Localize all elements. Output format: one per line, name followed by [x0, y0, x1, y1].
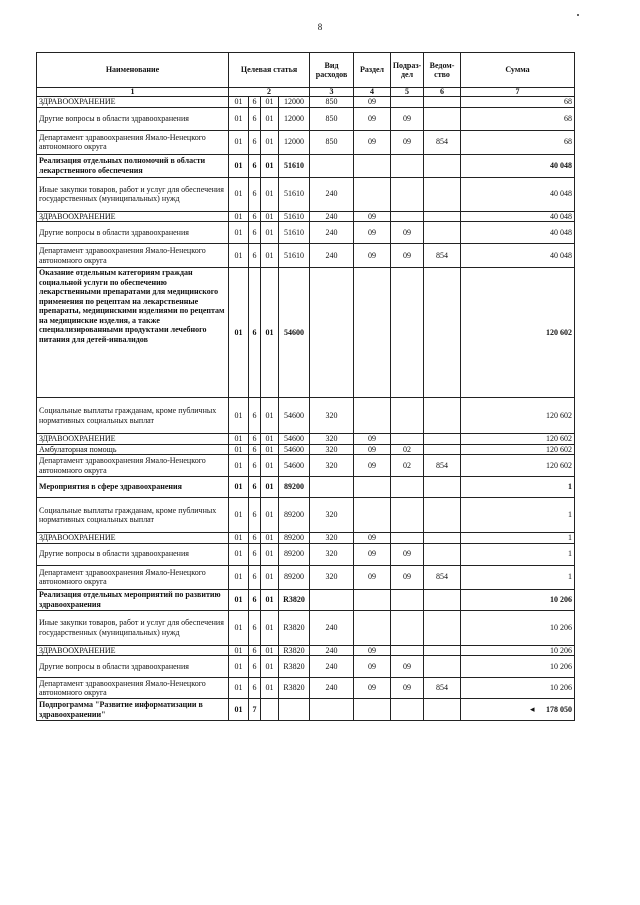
table-cell-department — [424, 610, 461, 645]
header-sum: Сумма — [461, 53, 575, 88]
table-row — [37, 177, 575, 211]
table-cell-subsection — [391, 268, 424, 398]
table-cell-target-program: 01 — [229, 565, 249, 589]
table-cell-section: 09 — [354, 222, 391, 244]
table-cell-target-measure: 01 — [261, 477, 279, 498]
budget-table — [36, 52, 575, 721]
table-cell-target-direction: 54600 — [279, 444, 310, 455]
table-cell-target-program: 01 — [229, 699, 249, 721]
table-cell-section: 09 — [354, 678, 391, 699]
table-cell-target-subprogram: 6 — [249, 477, 261, 498]
table-cell-target-subprogram: 6 — [249, 645, 261, 656]
table-cell-name: Амбулаторная помощь — [37, 444, 229, 455]
table-cell-name: Департамент здравоохранения Ямало-Ненецкого автономного округа — [37, 244, 229, 268]
table-cell-section — [354, 610, 391, 645]
table-cell-target-measure: 01 — [261, 154, 279, 177]
table-cell-target-direction: 12000 — [279, 107, 310, 130]
table-cell-name: Другие вопросы в области здравоохранения — [37, 543, 229, 565]
table-cell-target-subprogram: 6 — [249, 268, 261, 398]
table-cell-subsection — [391, 699, 424, 721]
table-cell-target-measure: 01 — [261, 543, 279, 565]
table-cell-subsection: 09 — [391, 656, 424, 678]
table-cell-target-subprogram: 6 — [249, 130, 261, 154]
table-cell-sum: 120 602 — [461, 398, 575, 434]
table-row — [37, 565, 575, 589]
table-row — [37, 455, 575, 477]
table-cell-subsection — [391, 177, 424, 211]
table-cell-target-measure: 01 — [261, 589, 279, 610]
table-row — [37, 97, 575, 108]
table-cell-target-subprogram: 6 — [249, 589, 261, 610]
table-cell-expense-type — [310, 268, 354, 398]
table-cell-section: 09 — [354, 565, 391, 589]
table-row — [37, 268, 575, 398]
table-cell-target-program: 01 — [229, 610, 249, 645]
table-cell-section — [354, 268, 391, 398]
table-cell-target-program: 01 — [229, 543, 249, 565]
table-row — [37, 398, 575, 434]
table-cell-expense-type: 240 — [310, 177, 354, 211]
table-cell-sum: 120 602 — [461, 444, 575, 455]
table-row — [37, 222, 575, 244]
table-cell-name: Социальные выплаты гражданам, кроме публичных нормативных социальных выплат — [37, 498, 229, 533]
table-cell-department — [424, 398, 461, 434]
table-cell-name: Подпрограмма "Развитие информатизации в здравоохранении" — [37, 699, 229, 721]
table-cell-target-direction — [279, 699, 310, 721]
table-cell-name: Мероприятия в сфере здравоохранения — [37, 477, 229, 498]
table-cell-department — [424, 222, 461, 244]
table-cell-target-measure: 01 — [261, 678, 279, 699]
table-cell-department — [424, 645, 461, 656]
table-cell-target-direction: R3820 — [279, 645, 310, 656]
table-row — [37, 107, 575, 130]
table-cell-sum: 178 050 — [461, 699, 575, 721]
table-cell-expense-type: 320 — [310, 498, 354, 533]
table-cell-name: ЗДРАВООХРАНЕНИЕ — [37, 645, 229, 656]
table-cell-subsection: 02 — [391, 444, 424, 455]
table-cell-target-direction: 89200 — [279, 477, 310, 498]
table-cell-target-direction: 51610 — [279, 211, 310, 222]
table-cell-target-measure: 01 — [261, 211, 279, 222]
table-cell-expense-type: 850 — [310, 130, 354, 154]
table-cell-sum: 40 048 — [461, 177, 575, 211]
pen-mark: ◂ — [530, 704, 535, 714]
table-cell-name: ЗДРАВООХРАНЕНИЕ — [37, 211, 229, 222]
table-cell-section: 09 — [354, 645, 391, 656]
table-cell-name: Реализация отдельных полномочий в области лекарственного обеспечения — [37, 154, 229, 177]
table-cell-expense-type: 320 — [310, 398, 354, 434]
table-cell-section: 09 — [354, 533, 391, 544]
table-row — [37, 211, 575, 222]
table-cell-target-subprogram: 6 — [249, 244, 261, 268]
table-cell-department — [424, 444, 461, 455]
table-cell-target-subprogram: 6 — [249, 434, 261, 445]
table-row — [37, 699, 575, 721]
table-cell-target-program: 01 — [229, 455, 249, 477]
table-cell-department — [424, 656, 461, 678]
table-cell-target-direction: 89200 — [279, 533, 310, 544]
table-cell-name: Другие вопросы в области здравоохранения — [37, 107, 229, 130]
table-cell-sum: 120 602 — [461, 455, 575, 477]
table-cell-target-program: 01 — [229, 177, 249, 211]
table-cell-section — [354, 477, 391, 498]
table-cell-target-measure: 01 — [261, 434, 279, 445]
header-subsection: Подраз-дел — [391, 53, 424, 88]
table-cell-target-subprogram: 6 — [249, 656, 261, 678]
table-cell-target-subprogram: 6 — [249, 455, 261, 477]
table-cell-section — [354, 589, 391, 610]
table-cell-sum: 120 602 — [461, 268, 575, 398]
table-cell-name: Иные закупки товаров, работ и услуг для обеспечения государственных (муниципальных) нужд — [37, 177, 229, 211]
table-cell-subsection — [391, 154, 424, 177]
table-cell-sum: 1 — [461, 498, 575, 533]
table-cell-target-direction: R3820 — [279, 610, 310, 645]
table-cell-name: Оказание отдельным категориям граждан социальной услуги по обеспечению лекарственными препаратами для медицинского применения по рецептам на лекарственные препараты, медицинскими изделиями по рецептам на медицинские изделия, а также специализированными продуктами лечебного питания для детей-инвалидов — [37, 268, 229, 398]
table-cell-sum: 10 206 — [461, 610, 575, 645]
table-cell-expense-type: 240 — [310, 244, 354, 268]
table-cell-department — [424, 543, 461, 565]
table-cell-target-measure: 01 — [261, 268, 279, 398]
table-row — [37, 656, 575, 678]
table-cell-subsection: 09 — [391, 107, 424, 130]
table-cell-department — [424, 177, 461, 211]
table-cell-sum: 40 048 — [461, 211, 575, 222]
table-cell-name: Социальные выплаты гражданам, кроме публичных нормативных социальных выплат — [37, 398, 229, 434]
header-department: Ведом-ство — [424, 53, 461, 88]
table-cell-sum: 1 — [461, 477, 575, 498]
table-cell-target-measure: 01 — [261, 498, 279, 533]
table-cell-expense-type: 320 — [310, 455, 354, 477]
table-cell-section — [354, 699, 391, 721]
table-cell-name: Реализация отдельных мероприятий по развитию здравоохранения — [37, 589, 229, 610]
header-row — [37, 53, 575, 88]
table-cell-department — [424, 154, 461, 177]
table-cell-expense-type — [310, 589, 354, 610]
table-cell-target-measure: 01 — [261, 97, 279, 108]
table-cell-target-direction: 12000 — [279, 97, 310, 108]
table-cell-section: 09 — [354, 244, 391, 268]
table-row — [37, 154, 575, 177]
table-cell-target-subprogram: 6 — [249, 444, 261, 455]
table-cell-target-measure: 01 — [261, 645, 279, 656]
table-cell-sum: 40 048 — [461, 154, 575, 177]
table-cell-target-subprogram: 6 — [249, 107, 261, 130]
table-cell-target-program: 01 — [229, 498, 249, 533]
table-row — [37, 589, 575, 610]
table-cell-target-program: 01 — [229, 268, 249, 398]
table-cell-target-program: 01 — [229, 107, 249, 130]
table-cell-subsection: 09 — [391, 130, 424, 154]
table-cell-department — [424, 498, 461, 533]
table-cell-sum: 10 206 — [461, 656, 575, 678]
table-row — [37, 678, 575, 699]
table-cell-subsection — [391, 477, 424, 498]
table-cell-target-direction: 54600 — [279, 268, 310, 398]
table-cell-expense-type: 320 — [310, 533, 354, 544]
table-row — [37, 434, 575, 445]
table-cell-target-subprogram: 6 — [249, 498, 261, 533]
table-cell-target-measure — [261, 699, 279, 721]
table-cell-sum: 10 206 — [461, 645, 575, 656]
table-cell-department — [424, 699, 461, 721]
table-cell-section: 09 — [354, 455, 391, 477]
table-cell-target-direction: 89200 — [279, 565, 310, 589]
table-cell-target-program: 01 — [229, 656, 249, 678]
table-cell-expense-type: 850 — [310, 107, 354, 130]
table-cell-section — [354, 498, 391, 533]
table-cell-target-direction: 51610 — [279, 222, 310, 244]
table-cell-subsection — [391, 645, 424, 656]
table-cell-target-direction: 54600 — [279, 455, 310, 477]
table-cell-expense-type: 240 — [310, 645, 354, 656]
column-number: 1 — [37, 88, 229, 97]
header-target: Целевая статья — [229, 53, 310, 88]
table-cell-target-subprogram: 6 — [249, 222, 261, 244]
table-cell-sum: 1 — [461, 543, 575, 565]
table-cell-expense-type — [310, 154, 354, 177]
table-cell-subsection — [391, 610, 424, 645]
column-number-row — [37, 88, 575, 97]
table-row — [37, 244, 575, 268]
table-cell-name: Департамент здравоохранения Ямало-Ненецкого автономного округа — [37, 455, 229, 477]
table-cell-sum: 68 — [461, 97, 575, 108]
table-cell-name: ЗДРАВООХРАНЕНИЕ — [37, 533, 229, 544]
table-cell-name: Департамент здравоохранения Ямало-Ненецкого автономного округа — [37, 565, 229, 589]
table-cell-sum: 68 — [461, 107, 575, 130]
header-section: Раздел — [354, 53, 391, 88]
table-cell-target-program: 01 — [229, 130, 249, 154]
table-cell-expense-type — [310, 477, 354, 498]
table-cell-section: 09 — [354, 130, 391, 154]
column-number: 3 — [310, 88, 354, 97]
table-cell-section: 09 — [354, 444, 391, 455]
table-row — [37, 498, 575, 533]
table-cell-subsection: 09 — [391, 222, 424, 244]
table-cell-subsection — [391, 398, 424, 434]
table-cell-target-program: 01 — [229, 222, 249, 244]
table-cell-name: Другие вопросы в области здравоохранения — [37, 656, 229, 678]
table-cell-expense-type: 320 — [310, 543, 354, 565]
table-cell-target-program: 01 — [229, 678, 249, 699]
table-cell-name: ЗДРАВООХРАНЕНИЕ — [37, 434, 229, 445]
table-cell-target-direction: 54600 — [279, 398, 310, 434]
table-cell-target-direction: 89200 — [279, 543, 310, 565]
page-number: 8 — [317, 22, 323, 32]
table-row — [37, 645, 575, 656]
table-cell-target-subprogram: 6 — [249, 565, 261, 589]
table-cell-target-program: 01 — [229, 97, 249, 108]
table-cell-target-program: 01 — [229, 211, 249, 222]
table-cell-subsection: 09 — [391, 565, 424, 589]
table-cell-expense-type: 240 — [310, 610, 354, 645]
table-cell-target-program: 01 — [229, 533, 249, 544]
table-cell-subsection — [391, 211, 424, 222]
table-cell-expense-type: 240 — [310, 222, 354, 244]
table-cell-name: Другие вопросы в области здравоохранения — [37, 222, 229, 244]
table-cell-target-direction: R3820 — [279, 678, 310, 699]
table-cell-target-subprogram: 6 — [249, 543, 261, 565]
table-cell-expense-type — [310, 699, 354, 721]
table-cell-target-direction: R3820 — [279, 656, 310, 678]
table-cell-target-subprogram: 6 — [249, 533, 261, 544]
table-cell-target-subprogram: 6 — [249, 398, 261, 434]
table-cell-department: 854 — [424, 130, 461, 154]
table-cell-sum: 40 048 — [461, 222, 575, 244]
table-cell-section: 09 — [354, 97, 391, 108]
table-cell-target-subprogram: 6 — [249, 610, 261, 645]
table-cell-expense-type: 320 — [310, 434, 354, 445]
table-cell-expense-type: 240 — [310, 656, 354, 678]
table-cell-expense-type: 320 — [310, 444, 354, 455]
table-cell-expense-type: 850 — [310, 97, 354, 108]
table-cell-target-measure: 01 — [261, 398, 279, 434]
table-cell-target-measure: 01 — [261, 244, 279, 268]
column-number: 7 — [461, 88, 575, 97]
column-number: 2 — [229, 88, 310, 97]
table-cell-department — [424, 97, 461, 108]
table-cell-subsection — [391, 533, 424, 544]
table-cell-department — [424, 477, 461, 498]
table-cell-target-measure: 01 — [261, 656, 279, 678]
table-cell-target-program: 01 — [229, 589, 249, 610]
table-cell-section: 09 — [354, 434, 391, 445]
table-cell-target-direction: 51610 — [279, 244, 310, 268]
table-cell-target-measure: 01 — [261, 533, 279, 544]
table-cell-target-subprogram: 6 — [249, 154, 261, 177]
table-cell-target-measure: 01 — [261, 444, 279, 455]
table-cell-target-program: 01 — [229, 477, 249, 498]
table-cell-expense-type: 240 — [310, 678, 354, 699]
table-cell-target-program: 01 — [229, 434, 249, 445]
table-cell-section: 09 — [354, 543, 391, 565]
table-cell-expense-type: 320 — [310, 565, 354, 589]
table-cell-section — [354, 398, 391, 434]
table-row — [37, 543, 575, 565]
table-cell-target-measure: 01 — [261, 455, 279, 477]
table-cell-target-subprogram: 7 — [249, 699, 261, 721]
table-cell-section: 09 — [354, 211, 391, 222]
table-cell-sum: 10 206 — [461, 589, 575, 610]
scan-dot — [577, 14, 579, 16]
table-cell-department — [424, 211, 461, 222]
table-cell-department: 854 — [424, 455, 461, 477]
table-cell-target-direction: 51610 — [279, 177, 310, 211]
table-cell-sum: 120 602 — [461, 434, 575, 445]
table-row — [37, 444, 575, 455]
table-row — [37, 477, 575, 498]
table-cell-target-measure: 01 — [261, 107, 279, 130]
column-number: 6 — [424, 88, 461, 97]
table-cell-name: ЗДРАВООХРАНЕНИЕ — [37, 97, 229, 108]
table-cell-subsection: 02 — [391, 455, 424, 477]
table-cell-target-direction: 54600 — [279, 434, 310, 445]
column-number: 5 — [391, 88, 424, 97]
table-cell-department — [424, 268, 461, 398]
table-cell-target-program: 01 — [229, 645, 249, 656]
table-cell-name: Иные закупки товаров, работ и услуг для обеспечения государственных (муниципальных) нужд — [37, 610, 229, 645]
table-cell-expense-type: 240 — [310, 211, 354, 222]
table-cell-subsection — [391, 498, 424, 533]
table-cell-subsection: 09 — [391, 678, 424, 699]
table-cell-sum: 1 — [461, 533, 575, 544]
table-cell-subsection — [391, 434, 424, 445]
table-cell-target-subprogram: 6 — [249, 177, 261, 211]
table-cell-target-measure: 01 — [261, 177, 279, 211]
table-cell-section: 09 — [354, 656, 391, 678]
table-cell-sum: 1 — [461, 565, 575, 589]
table-cell-target-program: 01 — [229, 444, 249, 455]
table-cell-department — [424, 107, 461, 130]
table-cell-sum: 10 206 — [461, 678, 575, 699]
header-expense-type: Вид расходов — [310, 53, 354, 88]
table-cell-sum: 40 048 — [461, 244, 575, 268]
table-row — [37, 533, 575, 544]
table-cell-department: 854 — [424, 678, 461, 699]
table-cell-target-measure: 01 — [261, 565, 279, 589]
table-cell-target-direction: 51610 — [279, 154, 310, 177]
table-cell-target-measure: 01 — [261, 222, 279, 244]
table-cell-subsection — [391, 97, 424, 108]
table-cell-section: 09 — [354, 107, 391, 130]
table-row — [37, 610, 575, 645]
table-cell-sum: 68 — [461, 130, 575, 154]
table-cell-department — [424, 533, 461, 544]
table-cell-department: 854 — [424, 244, 461, 268]
table-cell-section — [354, 154, 391, 177]
table-cell-section — [354, 177, 391, 211]
table-cell-department — [424, 434, 461, 445]
table-row — [37, 130, 575, 154]
table-cell-target-subprogram: 6 — [249, 678, 261, 699]
table-cell-target-program: 01 — [229, 398, 249, 434]
table-cell-target-program: 01 — [229, 244, 249, 268]
table-cell-department — [424, 589, 461, 610]
table-cell-target-direction: 12000 — [279, 130, 310, 154]
table-cell-target-measure: 01 — [261, 130, 279, 154]
table-cell-target-direction: R3820 — [279, 589, 310, 610]
table-cell-target-measure: 01 — [261, 610, 279, 645]
column-number: 4 — [354, 88, 391, 97]
table-cell-name: Департамент здравоохранения Ямало-Ненецкого автономного округа — [37, 678, 229, 699]
header-name: Наименование — [37, 53, 229, 88]
table-cell-subsection: 09 — [391, 244, 424, 268]
table-cell-target-program: 01 — [229, 154, 249, 177]
table-cell-target-direction: 89200 — [279, 498, 310, 533]
table-cell-target-subprogram: 6 — [249, 211, 261, 222]
table-cell-subsection: 09 — [391, 543, 424, 565]
table-cell-name: Департамент здравоохранения Ямало-Ненецкого автономного округа — [37, 130, 229, 154]
table-cell-department: 854 — [424, 565, 461, 589]
table-cell-subsection — [391, 589, 424, 610]
table-cell-target-subprogram: 6 — [249, 97, 261, 108]
